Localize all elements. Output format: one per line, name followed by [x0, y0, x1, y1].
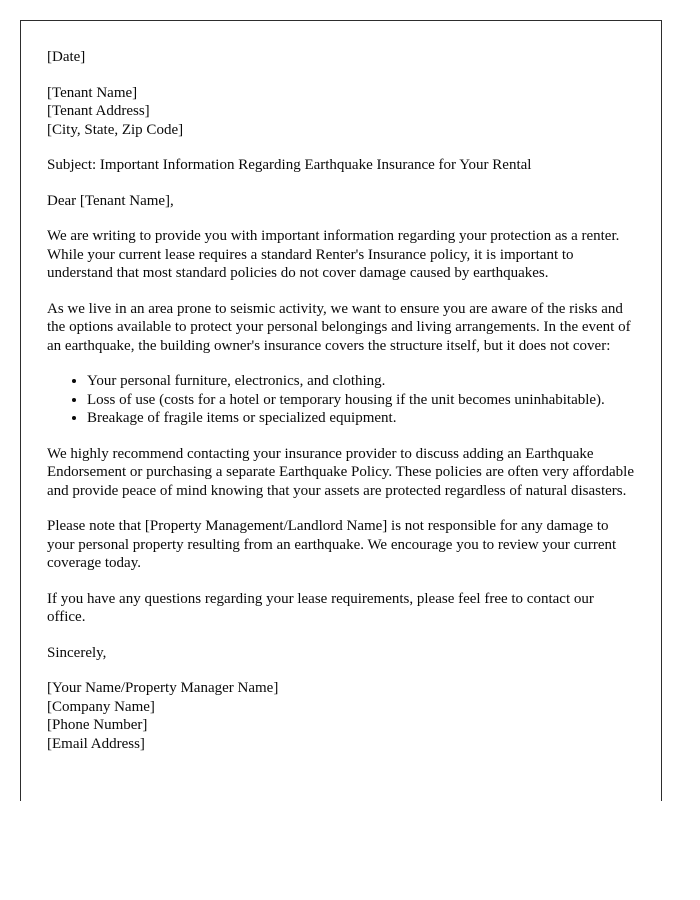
list-item-loss-of-use: • Loss of use (costs for a hotel or temporary housing if the unit becomes uninhabitable).: [87, 391, 635, 410]
recipient-city-state-zip: [City, State, Zip Code]: [47, 121, 184, 138]
paragraph-recommendation: We highly recommend contacting your insurance provider to discuss adding an Earthquake Endorsement or purchasing a separate Earthquake Policy. These policies are often very affordable and provide peace of mind knowing that your assets are protected regardless of natural disasters.: [47, 445, 634, 499]
signature-email: [Email Address]: [47, 735, 145, 752]
paragraph-intro: We are writing to provide you with important information regarding your protection as a renter. While your current lease requires a standard Renter's Insurance policy, it is important to understand that most standard policies do not cover damage caused by earthquakes.: [47, 228, 620, 281]
recipient-block: [47, 84, 635, 140]
recipient-name: [Tenant Name]: [47, 84, 138, 101]
list-item-personal-property: • Your personal furniture, electronics, and clothing.: [87, 372, 635, 391]
paragraph-seismic-risk: As we live in an area prone to seismic activity, we want to ensure you are aware of the risks and the options available to protect your personal belongings and living arrangements. In the event of an earthquake, the building owner's insurance covers the structure itself, but it does not cover:: [47, 300, 631, 354]
paragraph-liability-disclaimer: Please note that [Property Management/Landlord Name] is not responsible for any damage to your personal property resulting from an earthquake. We encourage you to review your current coverage today.: [47, 518, 617, 571]
letter-body: [47, 48, 635, 753]
letter-page: [20, 20, 662, 801]
signoff: Sincerely,: [47, 644, 107, 661]
subject-line: Subject: Important Information Regarding Earthquake Insurance for Your Rental: [47, 157, 532, 173]
signature-name: [Your Name/Property Manager Name]: [47, 680, 279, 696]
coverage-exclusions-list: [47, 372, 635, 428]
list-item-breakage: • Breakage of fragile items or specialized equipment.: [87, 409, 635, 428]
salutation: Dear [Tenant Name],: [47, 192, 174, 209]
signature-block: [47, 679, 635, 753]
recipient-address: [Tenant Address]: [47, 103, 150, 119]
signature-phone: [Phone Number]: [47, 717, 148, 733]
paragraph-contact-office: If you have any questions regarding your lease requirements, please feel free to contact our office.: [47, 590, 594, 625]
signature-company: [Company Name]: [47, 698, 155, 715]
date-placeholder: [Date]: [47, 49, 86, 65]
